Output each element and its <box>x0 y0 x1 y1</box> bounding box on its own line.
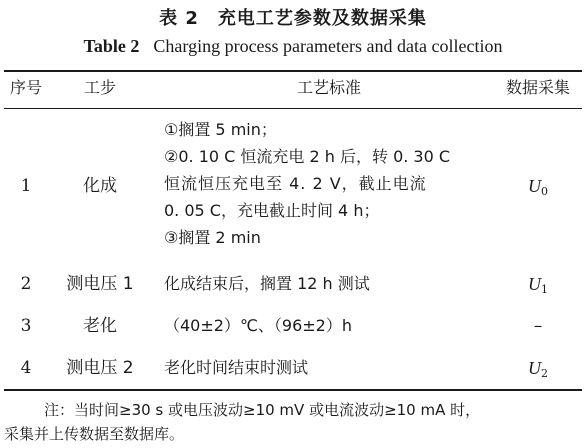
table-label: Table 2 <box>83 36 140 56</box>
row4-data <box>494 356 582 386</box>
row1-standard-line5: ③搁置 2 min <box>164 228 261 247</box>
bottom-rule <box>4 389 582 391</box>
header-rule <box>4 108 582 109</box>
header-data: 数据采集 <box>505 78 570 97</box>
row2-standard: 化成结束后，搁置 12 h 测试 <box>164 274 370 293</box>
row2-step: 测电压 1 <box>66 274 134 294</box>
row3-data: – <box>533 316 543 336</box>
row1-data <box>494 174 582 204</box>
row2-data-var: U <box>528 274 541 294</box>
row1-standard-line3: 恒流恒压充电至 4. 2 V，截止电流 <box>164 174 427 193</box>
row3-no: 3 <box>20 316 32 336</box>
header-no: 序号 <box>9 78 42 97</box>
table-note-line2: 采集并上传数据至数据库。 <box>4 425 185 443</box>
row4-data-var: U <box>528 358 541 378</box>
top-rule <box>4 70 582 72</box>
table-note-line1: 注：当时间≥30 s 或电压波动≥10 mV 或电流波动≥10 mA 时， <box>44 401 481 419</box>
row1-standard-line2: ②0. 10 C 恒流充电 2 h 后，转 0. 30 C <box>164 147 451 166</box>
row2-data-sub: 1 <box>541 283 548 296</box>
row1-no: 1 <box>20 176 32 196</box>
table-title-cn: 表 2 充电工艺参数及数据采集 <box>159 8 427 29</box>
table-title-en <box>0 36 586 57</box>
row2-data <box>494 272 582 302</box>
row1-standard-line4: 0. 05 C，充电截止时间 4 h； <box>164 201 380 220</box>
header-standard: 工艺标准 <box>296 78 361 97</box>
row3-step: 老化 <box>83 316 117 336</box>
row1-data-sub: 0 <box>541 185 548 198</box>
table-caption: Charging process parameters and data collection <box>153 36 503 56</box>
header-step: 工步 <box>83 78 116 97</box>
row2-no: 2 <box>20 274 32 294</box>
row4-data-sub: 2 <box>541 367 548 380</box>
row3-standard: （40±2）℃、（96±2）h <box>164 316 353 335</box>
row4-standard: 老化时间结束时测试 <box>164 358 309 377</box>
row1-data-var: U <box>528 176 541 196</box>
row4-no: 4 <box>20 358 32 378</box>
row1-standard-line1: ①搁置 5 min； <box>164 120 277 139</box>
row1-step: 化成 <box>83 176 117 196</box>
row4-step: 测电压 2 <box>66 358 134 378</box>
